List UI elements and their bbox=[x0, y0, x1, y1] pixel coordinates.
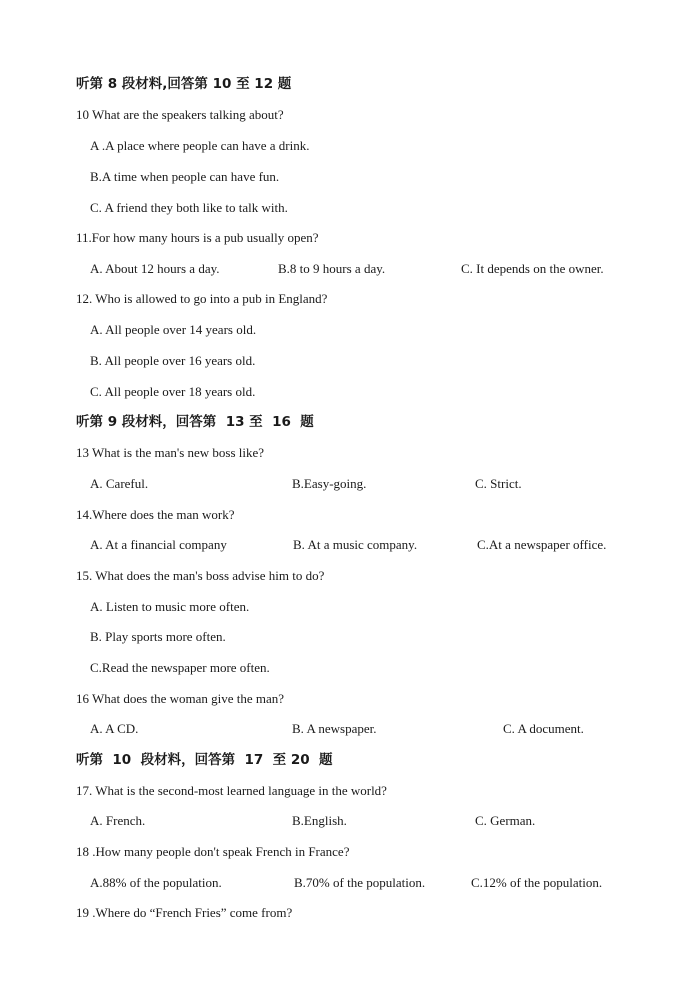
option-a: A.88% of the population. bbox=[90, 875, 222, 890]
option-a: A. French. bbox=[90, 813, 146, 828]
question-18: 18 .How many people don't speak French in France? bbox=[76, 844, 350, 859]
option-b: B.A time when people can have fun. bbox=[90, 169, 280, 184]
option-b: B. A newspaper. bbox=[292, 721, 377, 736]
question-11: 11.For how many hours is a pub usually open? bbox=[76, 230, 319, 245]
option-b: B.8 to 9 hours a day. bbox=[278, 261, 386, 276]
option-b: B.70% of the population. bbox=[294, 875, 426, 890]
option-a: A. A CD. bbox=[90, 721, 139, 736]
question-16: 16 What does the woman give the man? bbox=[76, 691, 285, 706]
option-c: C.At a newspaper office. bbox=[477, 537, 607, 552]
option-a: A .A place where people can have a drink. bbox=[90, 138, 310, 153]
section-heading: 听第 9 段材料，回答第 13 至 16 题 bbox=[76, 414, 314, 430]
option-c: C.12% of the population. bbox=[471, 875, 603, 890]
option-c: C. German. bbox=[475, 813, 536, 828]
option-a: A. Careful. bbox=[90, 476, 149, 491]
section-heading: 听第 8 段材料,回答第 10 至 12 题 bbox=[76, 76, 292, 92]
question-10: 10 What are the speakers talking about? bbox=[76, 107, 284, 122]
option-b: B. At a music company. bbox=[293, 537, 418, 552]
option-c: C. A document. bbox=[503, 721, 584, 736]
option-c: C. All people over 18 years old. bbox=[90, 384, 256, 399]
option-c: C. It depends on the owner. bbox=[461, 261, 604, 276]
option-a: A. Listen to music more often. bbox=[90, 599, 250, 614]
option-a: A. About 12 hours a day. bbox=[90, 261, 220, 276]
question-17: 17. What is the second-most learned language in the world? bbox=[76, 783, 387, 798]
question-14: 14.Where does the man work? bbox=[76, 507, 235, 522]
question-13: 13 What is the man's new boss like? bbox=[76, 445, 265, 460]
question-12: 12. Who is allowed to go into a pub in England? bbox=[76, 291, 328, 306]
question-19: 19 .Where do “French Fries” come from? bbox=[76, 905, 293, 920]
question-15: 15. What does the man's boss advise him to do? bbox=[76, 568, 325, 583]
option-b: B. Play sports more often. bbox=[90, 629, 226, 644]
option-a: A. All people over 14 years old. bbox=[90, 322, 257, 337]
option-b: B. All people over 16 years old. bbox=[90, 353, 256, 368]
option-c: C. A friend they both like to talk with. bbox=[90, 200, 288, 215]
option-c: C. Strict. bbox=[475, 476, 522, 491]
option-b: B.Easy-going. bbox=[292, 476, 367, 491]
option-c: C.Read the newspaper more often. bbox=[90, 660, 270, 675]
option-b: B.English. bbox=[292, 813, 347, 828]
section-heading: 听第 10 段材料，回答第 17 至 20 题 bbox=[76, 752, 333, 768]
option-a: A. At a financial company bbox=[90, 537, 227, 552]
